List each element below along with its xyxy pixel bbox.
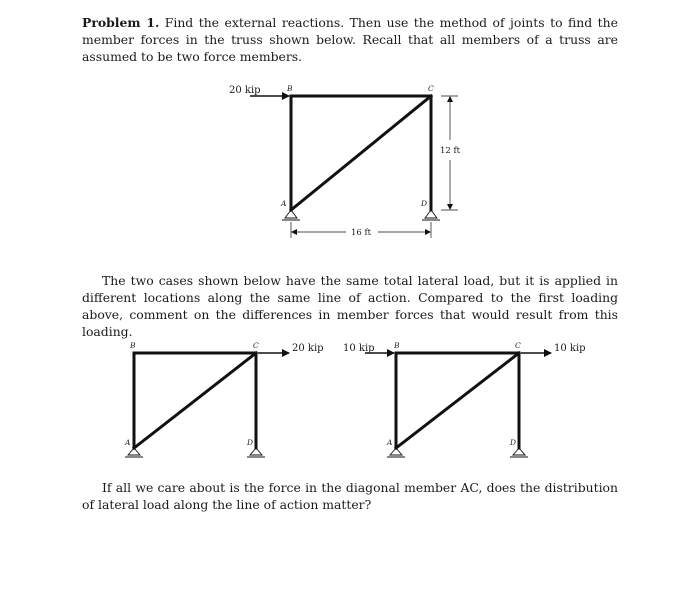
problem-heading: Problem 1. <box>82 15 160 30</box>
node-d-label: D <box>421 199 428 208</box>
paragraph-diagonal-question: If all we care about is the force in the diagonal member AC, does the distribution of lateral load along the line of action matter? <box>82 480 618 512</box>
load-label: 20 kip <box>229 85 261 96</box>
truss-members <box>134 353 256 448</box>
paragraph-loading-cases: The two cases shown below have the same total lateral load, but it is applied in different locations along the same line of action. Compared to the first loading above, comment on the differences in member forces that would result from this loading. <box>82 273 618 339</box>
load-label: 20 kip <box>292 343 324 354</box>
node-b-label: B <box>287 84 293 93</box>
truss-figure-2 <box>124 341 324 457</box>
node-a-label: A <box>281 199 287 208</box>
node-d-label: D <box>510 438 517 447</box>
width-dimension-label: 16 ft <box>351 228 372 238</box>
node-c-label: C <box>515 341 521 350</box>
node-b-label: B <box>394 341 400 350</box>
node-c-label: C <box>253 341 259 350</box>
load-label-left: 10 kip <box>343 343 375 354</box>
member-ac <box>291 96 431 210</box>
node-a-label: A <box>387 438 393 447</box>
problem-text: Find the external reactions. Then use the method of joints to find the member forces in the truss shown below. Recall that all members of a truss are assumed to be two force members. <box>82 15 618 64</box>
truss-members <box>396 353 519 448</box>
member-ac <box>134 353 256 448</box>
member-ac <box>396 353 519 448</box>
node-d-label: D <box>247 438 254 447</box>
truss-figure-1 <box>229 84 461 238</box>
truss-figure-3 <box>343 341 586 457</box>
node-b-label: B <box>130 341 136 350</box>
node-a-label: A <box>125 438 131 447</box>
truss-members <box>291 96 431 210</box>
load-label-right: 10 kip <box>554 343 586 354</box>
height-dimension-label: 12 ft <box>440 146 461 156</box>
node-c-label: C <box>428 84 434 93</box>
